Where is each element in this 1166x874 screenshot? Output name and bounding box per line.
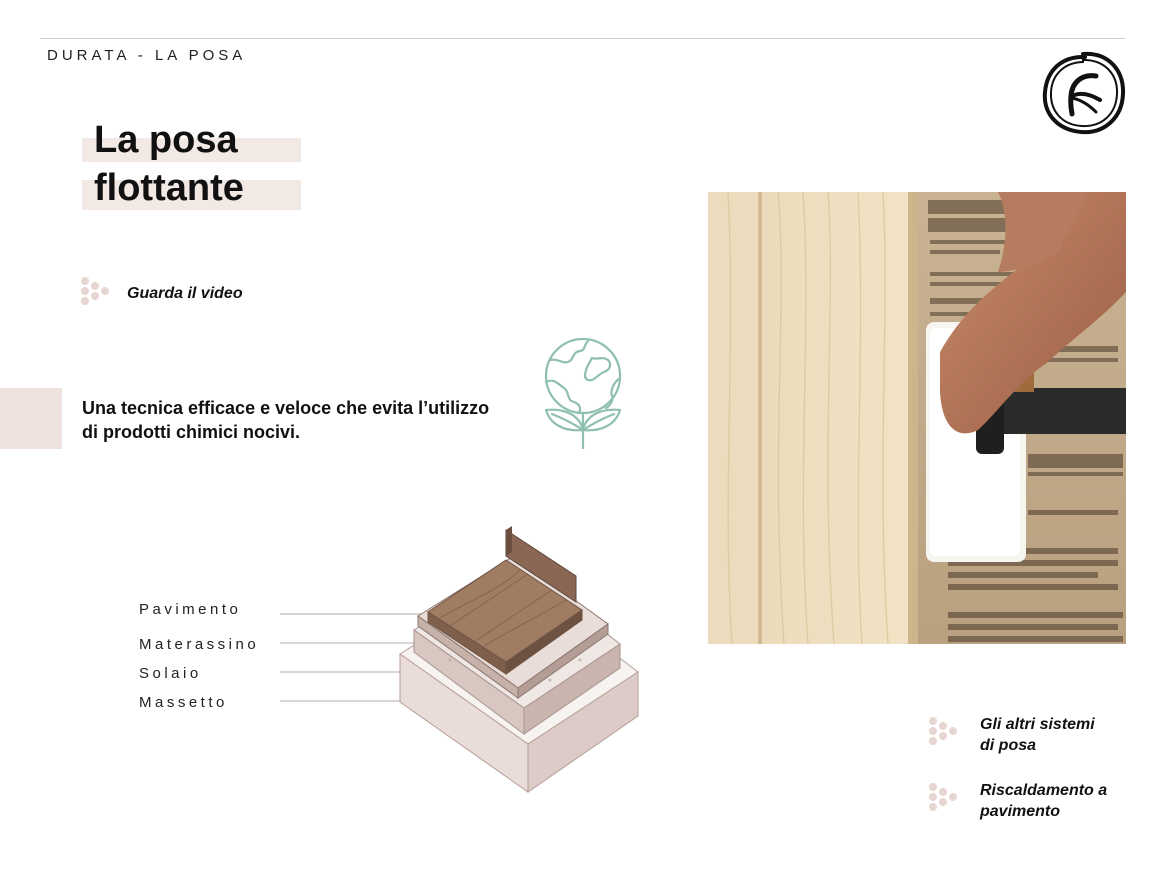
brand-logo-icon[interactable] xyxy=(1038,48,1128,138)
globe-sprout-icon xyxy=(540,338,628,454)
layer-label-pavimento: Pavimento xyxy=(139,601,242,618)
description-text: Una tecnica efficace e veloce che evita l’utilizzo di prodotti chimici nocivi. xyxy=(82,398,490,442)
title-line-1: La posa xyxy=(82,118,244,166)
video-link[interactable]: Guarda il video xyxy=(127,285,243,302)
layer-label-solaio: Solaio xyxy=(139,665,202,682)
floor-installation-photo xyxy=(708,192,1126,644)
dots-icon[interactable] xyxy=(928,782,962,816)
link-floor-heating[interactable]: Riscaldamento a pavimento xyxy=(980,782,1108,820)
link-other-systems[interactable]: Gli altri sistemi di posa xyxy=(980,716,1095,754)
layer-label-massetto: Massetto xyxy=(139,694,228,711)
side-tab[interactable] xyxy=(0,388,62,449)
layer-label-materassino: Materassino xyxy=(139,636,260,653)
section-label: DURATA - LA POSA xyxy=(47,47,247,64)
dots-icon[interactable] xyxy=(80,276,114,310)
header-divider xyxy=(40,38,1125,39)
floor-layers-diagram xyxy=(270,520,650,810)
title-line-2: flottante xyxy=(82,166,244,214)
page-title xyxy=(82,118,244,214)
dots-icon[interactable] xyxy=(928,716,962,750)
